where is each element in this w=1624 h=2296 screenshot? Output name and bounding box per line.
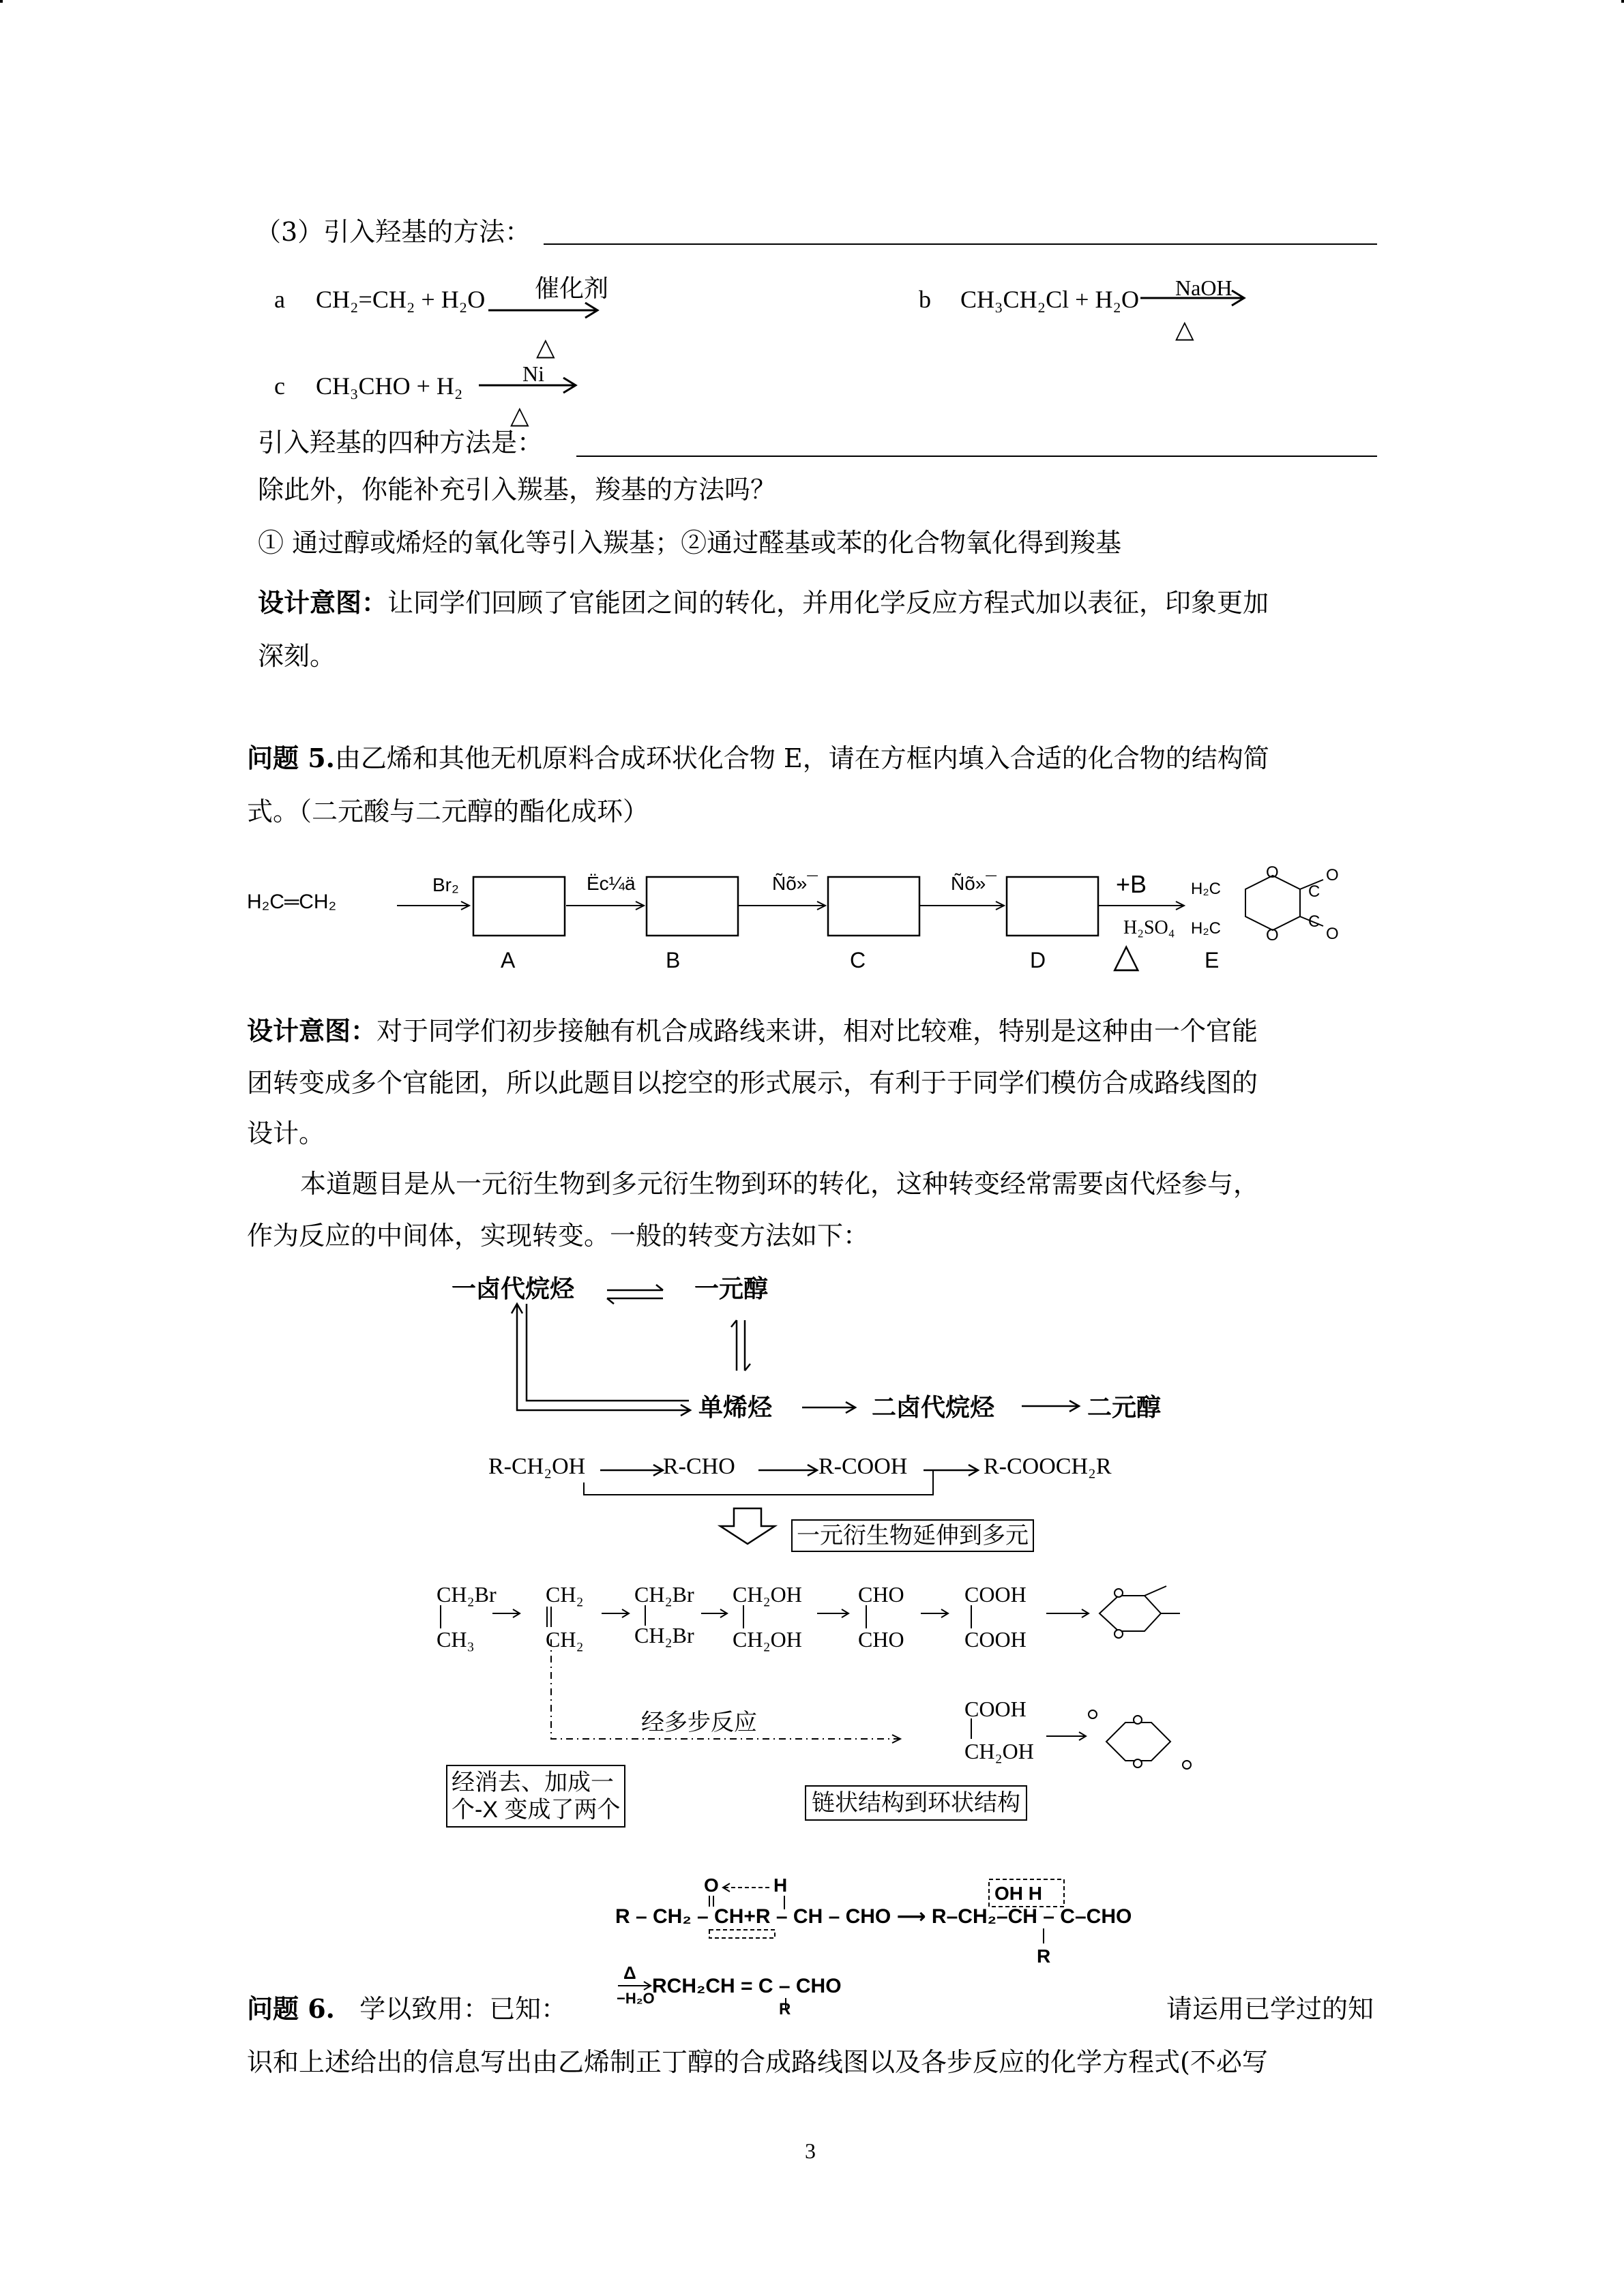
- eq-a-formula: CH₂=CH₂ + H₂O: [316, 286, 486, 313]
- design5-label: 设计意图：: [247, 1015, 377, 1046]
- svg-text:Δ: Δ: [623, 1963, 636, 1983]
- reagent-4: Ñõ»¯: [951, 873, 996, 894]
- box-a[interactable]: [473, 877, 565, 936]
- problem5-text: 由乙烯和其他无机原料合成环状化合物 E，请在方框内填入合适的化合物的结构简: [334, 743, 1269, 773]
- struct-ch2br-top: CH₂Br: [634, 1582, 694, 1607]
- product-o-bottom: O: [1266, 926, 1279, 944]
- eq-b-heat: △: [1175, 316, 1194, 343]
- arrow-2: [566, 901, 644, 910]
- svg-text:H: H: [773, 1875, 788, 1896]
- svg-text:R: R: [779, 2000, 791, 2018]
- product-h2c-bottom: H₂C: [1191, 919, 1221, 938]
- four-methods-label: 引入羟基的四种方法是：: [258, 428, 544, 458]
- eq-a-condition: 催化剂: [535, 275, 609, 303]
- box-d[interactable]: [1007, 877, 1098, 936]
- svg-text:R: R: [1037, 1945, 1051, 1967]
- struct-ch3: CH₃: [437, 1627, 475, 1652]
- scheme-rcooh: R-COOH: [818, 1454, 908, 1479]
- svg-text:R – CH₂ – CH+R – CH – CHO ⟶ R–: R – CH₂ – CH+R – CH – CHO ⟶ R–CH₂–CH – C–CHO: [615, 1905, 1132, 1928]
- page-number: 3: [805, 2138, 816, 2163]
- design5-para2: 作为反应的中间体，实现转变。一般的转变方法如下：: [247, 1221, 870, 1251]
- struct-cho-top: CHO: [858, 1582, 904, 1607]
- scheme-multi-step: 经多步反应: [641, 1710, 757, 1735]
- svg-text:O: O: [704, 1875, 719, 1896]
- product-carbonyl-o-top: O: [1326, 866, 1339, 884]
- problem6-text-pre: 学以致用：已知：: [359, 1994, 567, 2024]
- eq-b-arrow: [1140, 288, 1250, 308]
- scheme-arrows-top: [505, 1275, 1187, 1425]
- product-o-top: O: [1266, 863, 1279, 882]
- scheme-dihalo: 二卤代烷烃: [872, 1393, 995, 1421]
- eq-c-condition: Ni: [522, 361, 544, 386]
- eq-c-heat: △: [510, 402, 529, 429]
- eq-c-formula: CH₃CHO + H₂: [316, 372, 463, 400]
- scheme-rcho: R-CHO: [663, 1454, 735, 1479]
- design-intent-1: [258, 586, 1269, 619]
- reagent-br2: Br₂: [432, 874, 459, 895]
- arrow-3: [738, 901, 825, 910]
- eq-b-label: b: [919, 286, 931, 313]
- corner-mark-right: [1621, 0, 1624, 3]
- scheme-box-left-line1: 经消去、加成一: [452, 1770, 614, 1795]
- svg-text:−H₂O: −H₂O: [617, 1990, 655, 2007]
- box-label-a: A: [501, 948, 516, 972]
- box-label-e: E: [1205, 948, 1220, 972]
- design5-line3: 设计。: [247, 1118, 325, 1148]
- struct-cooh-lower: COOH: [964, 1697, 1027, 1721]
- reagent-3: Ñõ»¯: [772, 873, 818, 894]
- design-intent-text: 让同学们回顾了官能团之间的转化，并用化学反应方程式加以表征，印象更加: [387, 588, 1269, 618]
- start-ethylene: H₂C═CH₂: [247, 891, 337, 913]
- problem6-label: 问题 6.: [247, 1993, 335, 2024]
- scheme-rch2oh: R-CH₂OH: [488, 1454, 586, 1479]
- box-label-c: C: [850, 948, 866, 972]
- design5-text-1: 对于同学们初步接触有机合成路线来讲，相对比较难，特别是这种由一个官能: [377, 1016, 1258, 1046]
- arrow-5: [1098, 901, 1184, 910]
- box-label-b: B: [666, 948, 681, 972]
- problem5-line2: 式。（二元酸与二元醇的酯化成环）: [247, 796, 649, 826]
- eq-a-heat: △: [536, 333, 555, 361]
- scheme-haloalkane: 一卤代烷烃: [452, 1274, 575, 1302]
- design5-para1: 本道题目是从一元衍生物到多元衍生物到环的转化，这种转变经常需要卤代烃参与，: [300, 1169, 1260, 1199]
- struct-cooh-bottom: COOH: [964, 1627, 1027, 1652]
- eq-b-condition: NaOH: [1175, 275, 1232, 300]
- struct-ch2oh-top: CH₂OH: [733, 1582, 802, 1607]
- problem6-line1: [247, 1993, 567, 2025]
- design-intent-label: 设计意图：: [258, 587, 388, 618]
- product-h2c-top: H₂C: [1191, 880, 1221, 898]
- scheme-extend-box: 一元衍生物延伸到多元: [791, 1519, 1034, 1552]
- product-c-bottom: C: [1308, 912, 1320, 931]
- eq-c-label: c: [274, 372, 285, 400]
- eq-c-arrow: [479, 375, 581, 396]
- section3-title: （3）引入羟基的方法：: [255, 217, 531, 247]
- supplement-answer: ① 通过醇或烯烃的氧化等引入羰基；②通过醛基或苯的化合物氧化得到羧基: [258, 528, 1122, 558]
- reagent-plus-b: +B: [1116, 870, 1147, 898]
- eq-b-formula: CH₃CH₂Cl + H₂O: [960, 286, 1139, 313]
- svg-text:RCH₂CH = C – CHO: RCH₂CH = C – CHO: [652, 1975, 842, 1997]
- arrow-1: [397, 901, 469, 910]
- problem6-reaction: [607, 1868, 1153, 2018]
- struct-ch2-top: CH₂: [546, 1582, 584, 1607]
- reagent-heat: △: [1113, 936, 1140, 974]
- svg-text:OH H: OH H: [994, 1883, 1042, 1904]
- struct-ch2oh-lower: CH₂OH: [964, 1739, 1034, 1763]
- arrow-4: [919, 901, 1004, 910]
- scheme-box-left: [446, 1765, 625, 1828]
- problem5-line1: [247, 742, 1269, 775]
- struct-ch2oh-bottom: CH₂OH: [733, 1627, 802, 1652]
- problem6-text-post: 请运用已学过的知: [1166, 1994, 1374, 2024]
- box-c[interactable]: [828, 877, 919, 936]
- struct-ch2br: CH₂Br: [437, 1582, 497, 1607]
- design5-line2: 团转变成多个官能团，所以此题目以挖空的形式展示，有利于于同学们模仿合成路线图的: [247, 1068, 1258, 1098]
- design-intent-1-cont: 深刻。: [258, 641, 336, 671]
- corner-mark-left: [0, 0, 3, 3]
- struct-cho-bottom: CHO: [858, 1627, 904, 1652]
- box-b[interactable]: [647, 877, 738, 936]
- problem5-label: 问题 5.: [247, 743, 335, 773]
- struct-cooh-top: COOH: [964, 1582, 1027, 1607]
- scheme-alkene: 单烯烃: [698, 1393, 773, 1421]
- eq-a-label: a: [274, 286, 285, 313]
- box-label-d: D: [1030, 948, 1046, 972]
- product-carbonyl-o-bottom: O: [1326, 925, 1339, 943]
- supplement-question: 除此外，你能补充引入羰基，羧基的方法吗？: [258, 475, 777, 505]
- answer-blank-1: [544, 243, 1377, 245]
- product-c-top: C: [1308, 882, 1320, 901]
- scheme-box-left-line2: 个-X 变成了两个: [452, 1797, 621, 1823]
- struct-ch2-bottom: CH₂: [546, 1627, 584, 1652]
- problem6-line2: 识和上述给出的信息写出由乙烯制正丁醇的合成路线图以及各步反应的化学方程式(不必写: [247, 2047, 1268, 2077]
- struct-ch2br-bottom: CH₂Br: [634, 1623, 694, 1648]
- eq-a-arrow: [488, 300, 604, 320]
- answer-blank-2: [576, 456, 1377, 457]
- scheme-mono-alcohol: 一元醇: [694, 1274, 769, 1302]
- reagent-2: Ëc¼ä: [587, 873, 636, 894]
- scheme-ester: R-COOCH₂R: [984, 1454, 1112, 1479]
- scheme-diol: 二元醇: [1087, 1393, 1162, 1421]
- reagent-h2so4: H₂SO₄: [1123, 917, 1175, 938]
- design5-line1: [247, 1015, 1258, 1047]
- scheme-box-right: 链状结构到环状结构: [805, 1785, 1027, 1821]
